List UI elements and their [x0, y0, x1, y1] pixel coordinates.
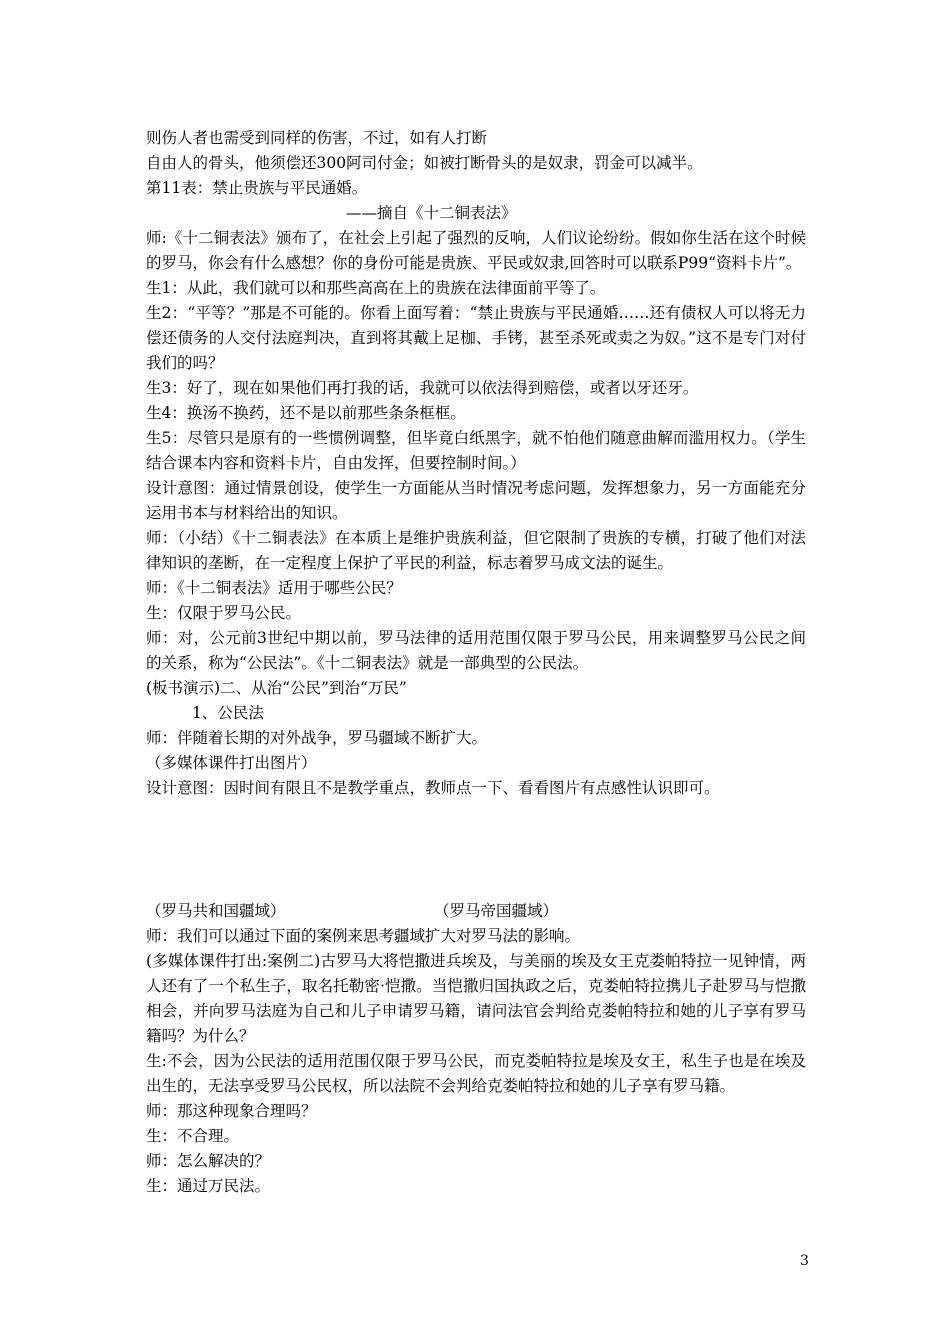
paragraph: 师：伴随着长期的对外战争，罗马疆域不断扩大。	[146, 729, 488, 747]
paragraph: 师：怎么解决的？	[146, 1152, 271, 1170]
page-number: 3	[800, 1253, 809, 1269]
paragraph: （多媒体课件打出图片）	[146, 754, 317, 772]
paragraph: 生：不合理。	[146, 1127, 240, 1145]
image-placeholder-gap	[146, 801, 806, 899]
paragraph: 师：那这种现象合理吗？	[146, 1102, 317, 1120]
paragraph: 设计意图：因时间有限且不是教学重点，教师点一下、看看图片有点感性认识即可。	[146, 779, 720, 797]
paragraph: 师：《十二铜表法》适用于哪些公民？	[146, 579, 402, 597]
paragraph: 设计意图：通过情景创设，使学生一方面能从当时情况考虑问题，发挥想象力，另一方面能充分运用书本与材料给出的知识。	[146, 479, 806, 522]
paragraph: 生：仅限于罗马公民。	[146, 604, 302, 622]
paragraph: 师：对，公元前3世纪中期以前，罗马法律的适用范围仅限于罗马公民，用来调整罗马公民之间的关系，称为“公民法”。《十二铜表法》就是一部典型的公民法。	[146, 629, 806, 672]
paragraph: 生4：换汤不换药，还不是以前那些条条框框。	[146, 404, 466, 422]
paragraph: 则伤人者也需受到同样的伤害，不过，如有人打断	[146, 129, 488, 147]
paragraph: 师:《十二铜表法》颁布了，在社会上引起了强烈的反响，人们议论纷纷。假如你生活在这个时候的罗马，你会有什么感想？你的身份可能是贵族、平民或奴隶,回答时可以联系P99“资料卡片”。	[146, 229, 806, 272]
paragraph: 师：（小结）《十二铜表法》在本质上是维护贵族利益，但它限制了贵族的专横，打破了他们对法律知识的垄断，在一定程度上保护了平民的利益，标志着罗马成文法的诞生。	[146, 529, 806, 572]
paragraph: 生:不会，因为公民法的适用范围仅限于罗马公民，而克娄帕特拉是埃及女王，私生子也是在埃及出生的，无法享受罗马公民权，所以法院不会判给克娄帕特拉和她的儿子享有罗马籍。	[146, 1052, 806, 1095]
subheading: 1、公民法	[192, 704, 264, 722]
paragraph: 第11表：禁止贵族与平民通婚。	[146, 179, 368, 197]
paragraph: 生：通过万民法。	[146, 1177, 271, 1195]
paragraph: 生3：好了，现在如果他们再打我的话，我就可以依法得到赔偿，或者以牙还牙。	[146, 379, 699, 397]
paragraph: 生2：“平等？”那是不可能的。你看上面写着：“禁止贵族与平民通婚……还有债权人可以将无力偿还债务的人交付法庭判决，直到将其戴上足枷、手铐，甚至杀死或卖之为奴。”这不是专门对付我们的吗？	[146, 304, 806, 372]
paragraph: (多媒体课件打出:案例二)古罗马大将恺撒进兵埃及，与美丽的埃及女王克娄帕特拉一见钟情，两人还有了一个私生子，取名托勒密·恺撒。当恺撒归国执政之后，克娄帕特拉携儿子赴罗马与恺撒相会，并向罗马法庭为自己和儿子申请罗马籍，请问法官会判给克娄帕特拉和她的儿子享有罗马籍吗？为什么？	[146, 952, 806, 1045]
source-citation: ——摘自《十二铜表法》	[346, 204, 517, 222]
caption-empire: （罗马帝国疆域）	[434, 902, 559, 920]
paragraph: 生1：从此，我们就可以和那些高高在上的贵族在法律面前平等了。	[146, 279, 606, 297]
map-captions	[146, 899, 806, 924]
paragraph: (板书演示)二、从治“公民”到治“万民”	[146, 679, 407, 697]
paragraph: 自由人的骨头，他须偿还300阿司付金；如被打断骨头的是奴隶，罚金可以减半。	[146, 154, 703, 172]
caption-republic: （罗马共和国疆域）	[146, 902, 286, 920]
paragraph: 师：我们可以通过下面的案例来思考疆域扩大对罗马法的影响。	[146, 927, 581, 945]
document-body	[146, 126, 806, 1199]
paragraph: 生5：尽管只是原有的一些惯例调整，但毕竟白纸黑字，就不怕他们随意曲解而滥用权力。（学生结合课本内容和资料卡片，自由发挥，但要控制时间。）	[146, 429, 806, 472]
